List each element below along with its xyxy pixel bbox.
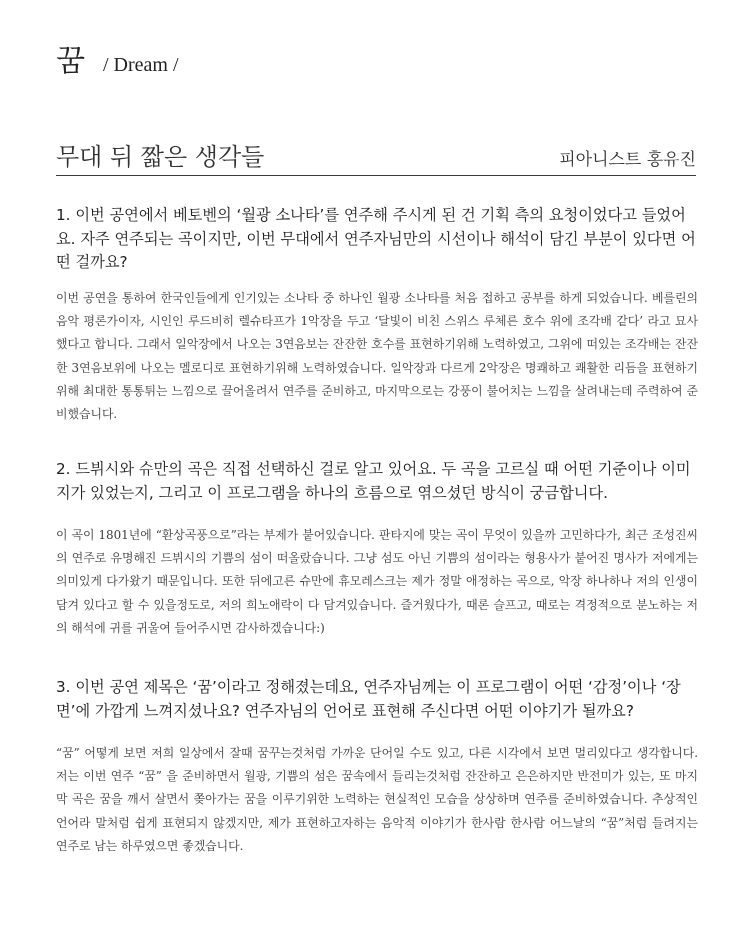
page-header (56, 36, 179, 79)
answer-2: 이 곡이 1801년에 “환상곡풍으로”라는 부제가 붙어있습니다. 판타지에 맞는 곡이 무엇이 있을까 고민하다가, 최근 조성진씨의 연주로 유명해진 드뷔시의 기쁨의 섬이 떠올랐습니다. 그냥 섬도 아닌 기쁨의 섬이라는 형용사가 붙어진 명사가 저에게는 의미있게 다가왔기 때문입니다. 또한 뒤에고른 슈만에 휴모레스크는 제가 정말 애정하는 곡으로, 악장 하나하나 저의 인생이 담겨 있다고 할 수 있을정도로, 저의 희노애락이 다 담겨있습니다. 즐거웠다가, 때론 슬프고, 때로는 격정적으로 분노하는 저의 해석에 귀를 귀울여 들어주시면 감사하겠습니다:) (56, 528, 698, 635)
question-3: 3. 이번 공연 제목은 ‘꿈’이라고 정해졌는데요, 연주자님께는 이 프로그램이 어떤 ‘감정’이나 ‘장면’에 가깝게 느껴지셨나요? 연주자님의 언어로 표현해 주신다면 어떤 이야기가 될까요? (56, 678, 681, 720)
answer-1: 이번 공연을 통하여 한국인들에게 인기있는 소나타 중 하나인 월광 소나타를 처음 접하고 공부를 하게 되었습니다. 베를린의 음악 평론가이자, 시인인 루드비히 렐슈타프가 1악장을 두고 ‘달빛이 비친 스위스 루체른 호수 위에 조각배 같다’ 라고 묘사했다고 합니다. 그래서 일악장에서 나오는 3연음보는 잔잔한 호수를 표현하기위해 노력하였고, 그위에 떠있는 조각배는 잔잔한 3연음보위에 나오는 멜로디로 표현하기위해 노력하였습니다. 일악장과 다르게 2악장은 명쾌하고 쾌활한 리듬을 표현하기위해 최대한 통통튀는 느낌으로 끌어올려서 연주를 준비하고, 마지막으로는 강풍이 불어치는 느낌을 살려내는데 주력하여 준비했습니다. (56, 291, 698, 422)
header-title-english: / Dream / (102, 54, 179, 76)
question-1: 1. 이번 공연에서 베토벤의 ‘월광 소나타’를 연주해 주시게 된 건 기획 측의 요청이었다고 들었어요. 자주 연주되는 곡이지만, 이번 무대에서 연주자님만의 시선이나 해석이 담긴 부분이 있다면 어떤 걸까요? (56, 206, 696, 271)
question-2: 2. 드뷔시와 슈만의 곡은 직접 선택하신 걸로 알고 있어요. 두 곡을 고르실 때 어떤 기준이나 이미지가 있었는지, 그리고 이 프로그램을 하나의 흐름으로 엮으셨던 방식이 궁금합니다. (56, 460, 691, 502)
artist-name: 피아니스트 홍유진 (559, 150, 696, 170)
answer-3: “꿈” 어떻게 보면 저희 일상에서 잘때 꿈꾸는것처럼 가까운 단어일 수도 있고, 다른 시각에서 보면 멀리있다고 생각합니다. 저는 이번 연주 “꿈” 을 준비하면서 월광, 기쁨의 섬은 꿈속에서 들리는것처럼 잔잔하고 은은하지만 반전미가 있는, 또 마지막 곡은 꿈을 깨서 살면서 쫒아가는 꿈을 이루기위한 노력하는 현실적인 모습을 상상하며 연주를 준비하였습니다. 추상적인 언어라 말처럼 쉽게 표현되지 않겠지만, 제가 표현하고자하는 음악적 이야기가 한사람 한사람 어느날의 “꿈”처럼 들려지는 연주로 남는 하루였으면 좋겠습니다. (56, 746, 698, 853)
header-title-korean: 꿈 (56, 44, 85, 79)
section-title: 무대 뒤 짧은 생각들 (56, 143, 265, 171)
section-title-row (56, 138, 696, 176)
